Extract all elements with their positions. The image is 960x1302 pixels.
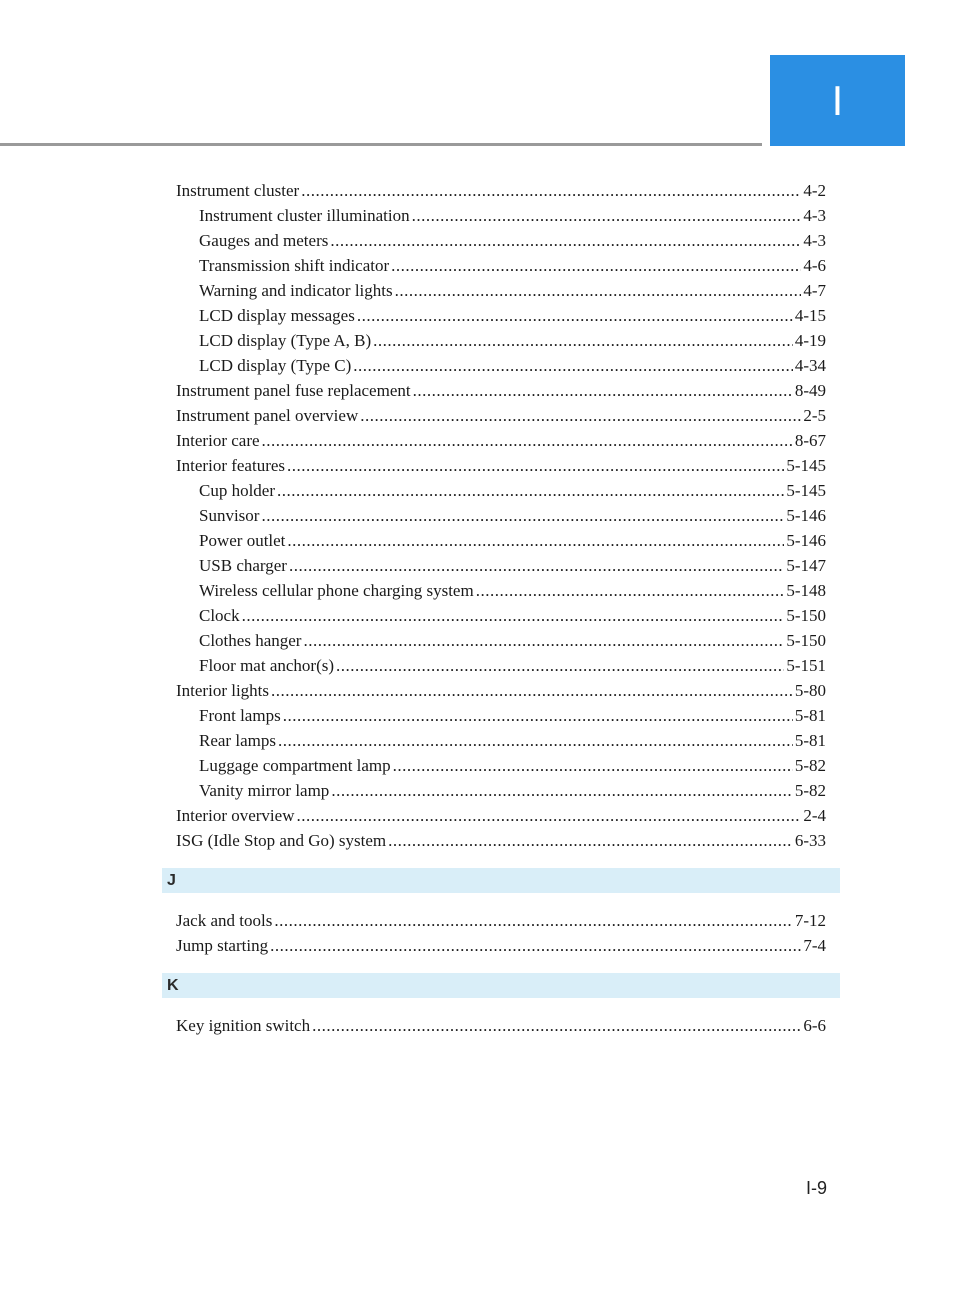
entry-title: Key ignition switch (176, 1016, 311, 1035)
dot-leader (301, 178, 801, 203)
index-entry[interactable] (176, 378, 826, 403)
entry-page: 8-67 (794, 431, 826, 450)
entry-page: 5-80 (794, 681, 826, 700)
dot-leader (412, 203, 802, 228)
entry-page: 6-6 (803, 1016, 826, 1035)
dot-leader (242, 603, 785, 628)
entry-page: 4-34 (794, 356, 826, 375)
dot-leader (353, 353, 793, 378)
entry-title: Jump starting (176, 936, 269, 955)
entry-page: 4-2 (803, 181, 826, 200)
letter-spacer (176, 958, 826, 973)
entry-title: Instrument panel overview (176, 406, 359, 425)
index-subentry[interactable] (176, 228, 826, 253)
index-subentry[interactable] (176, 253, 826, 278)
dot-leader (278, 728, 793, 753)
entry-title: Clock (199, 606, 240, 625)
section-tab: I (770, 55, 905, 146)
letter-heading: K (162, 973, 840, 998)
header-rule (0, 143, 762, 146)
index-subentry[interactable] (176, 328, 826, 353)
index-entry[interactable] (176, 678, 826, 703)
entry-title: Clothes hanger (199, 631, 302, 650)
entry-page: 4-3 (803, 231, 826, 250)
entry-title: Interior overview (176, 806, 295, 825)
entry-title: Interior features (176, 456, 286, 475)
entry-title: LCD display (Type A, B) (199, 331, 372, 350)
entry-title: Power outlet (199, 531, 286, 550)
dot-leader (388, 828, 793, 853)
entry-page: 7-4 (803, 936, 826, 955)
entry-page: 5-150 (786, 606, 826, 625)
letter-spacer (176, 893, 826, 908)
entry-page: 7-12 (794, 911, 826, 930)
dot-leader (476, 578, 785, 603)
index-subentry[interactable] (176, 503, 826, 528)
index-subentry[interactable] (176, 703, 826, 728)
dot-leader (360, 403, 801, 428)
entry-page: 5-82 (794, 781, 826, 800)
entry-title: Instrument cluster illumination (199, 206, 410, 225)
entry-title: ISG (Idle Stop and Go) system (176, 831, 387, 850)
index-entry[interactable] (176, 1013, 826, 1038)
index-entry[interactable] (176, 933, 826, 958)
index-subentry[interactable] (176, 278, 826, 303)
entry-page: 6-33 (794, 831, 826, 850)
index-subentry[interactable] (176, 728, 826, 753)
index-entry[interactable] (176, 428, 826, 453)
index-entry[interactable] (176, 803, 826, 828)
dot-leader (289, 553, 784, 578)
index-subentry[interactable] (176, 528, 826, 553)
entry-title: Interior care (176, 431, 260, 450)
index-subentry[interactable] (176, 628, 826, 653)
entry-title: Sunvisor (199, 506, 260, 525)
entry-page: 5-146 (786, 531, 826, 550)
entry-title: LCD display messages (199, 306, 355, 325)
dot-leader (395, 278, 802, 303)
dot-leader (270, 933, 801, 958)
dot-leader (277, 478, 784, 503)
index-subentry[interactable] (176, 753, 826, 778)
entry-page: 2-5 (803, 406, 826, 425)
entry-title: Wireless cellular phone charging system (199, 581, 474, 600)
entry-page: 2-4 (803, 806, 826, 825)
page-number: I-9 (805, 1178, 827, 1198)
entry-title: Floor mat anchor(s) (199, 656, 335, 675)
entry-page: 5-148 (786, 581, 826, 600)
entry-page: 5-82 (794, 756, 826, 775)
index-subentry[interactable] (176, 553, 826, 578)
entry-page: 4-19 (794, 331, 826, 350)
entry-page: 5-147 (786, 556, 826, 575)
dot-leader (336, 653, 784, 678)
entry-title: Instrument panel fuse replacement (176, 381, 411, 400)
dot-leader (287, 528, 784, 553)
dot-leader (330, 228, 801, 253)
dot-leader (271, 678, 793, 703)
entry-title: Cup holder (199, 481, 276, 500)
index-subentry[interactable] (176, 303, 826, 328)
letter-heading: J (162, 868, 840, 893)
index-entry[interactable] (176, 453, 826, 478)
dot-leader (391, 253, 801, 278)
index-entry[interactable] (176, 178, 826, 203)
index-subentry[interactable] (176, 578, 826, 603)
entry-title: Warning and indicator lights (199, 281, 393, 300)
entry-page: 5-146 (786, 506, 826, 525)
entry-title: Interior lights (176, 681, 270, 700)
dot-leader (331, 778, 793, 803)
entry-page: 5-151 (786, 656, 826, 675)
entry-title: Instrument cluster (176, 181, 300, 200)
entry-title: Luggage compartment lamp (199, 756, 391, 775)
letter-spacer (176, 853, 826, 868)
entry-page: 8-49 (794, 381, 826, 400)
index-subentry[interactable] (176, 203, 826, 228)
dot-leader (262, 428, 793, 453)
dot-leader (274, 908, 793, 933)
dot-leader (393, 753, 793, 778)
dot-leader (303, 628, 784, 653)
index-subentry[interactable] (176, 478, 826, 503)
dot-leader (261, 503, 784, 528)
dot-leader (283, 703, 793, 728)
entry-title: LCD display (Type C) (199, 356, 352, 375)
index-subentry[interactable] (176, 603, 826, 628)
entry-page: 4-15 (794, 306, 826, 325)
index-subentry[interactable] (176, 653, 826, 678)
entry-page: 5-145 (786, 456, 826, 475)
entry-page: 5-150 (786, 631, 826, 650)
index-subentry[interactable] (176, 778, 826, 803)
entry-title: USB charger (199, 556, 287, 575)
entry-page: 5-81 (794, 706, 826, 725)
entry-page: 4-6 (803, 256, 826, 275)
entry-title: Transmission shift indicator (199, 256, 390, 275)
dot-leader (287, 453, 784, 478)
entry-page: 5-81 (794, 731, 826, 750)
entry-page: 5-145 (786, 481, 826, 500)
entry-title: Gauges and meters (199, 231, 329, 250)
index-list (167, 178, 826, 1038)
dot-leader (312, 1013, 801, 1038)
letter-spacer (176, 998, 826, 1013)
dot-leader (357, 303, 793, 328)
index-entry[interactable] (176, 908, 826, 933)
dot-leader (296, 803, 801, 828)
entry-title: Front lamps (199, 706, 281, 725)
entry-title: Vanity mirror lamp (199, 781, 330, 800)
entry-title: Jack and tools (176, 911, 273, 930)
index-entry[interactable] (176, 403, 826, 428)
entry-title: Rear lamps (199, 731, 276, 750)
dot-leader (373, 328, 793, 353)
entry-page: 4-7 (803, 281, 826, 300)
entry-page: 4-3 (803, 206, 826, 225)
index-subentry[interactable] (176, 353, 826, 378)
dot-leader (413, 378, 793, 403)
index-entry[interactable] (176, 828, 826, 853)
